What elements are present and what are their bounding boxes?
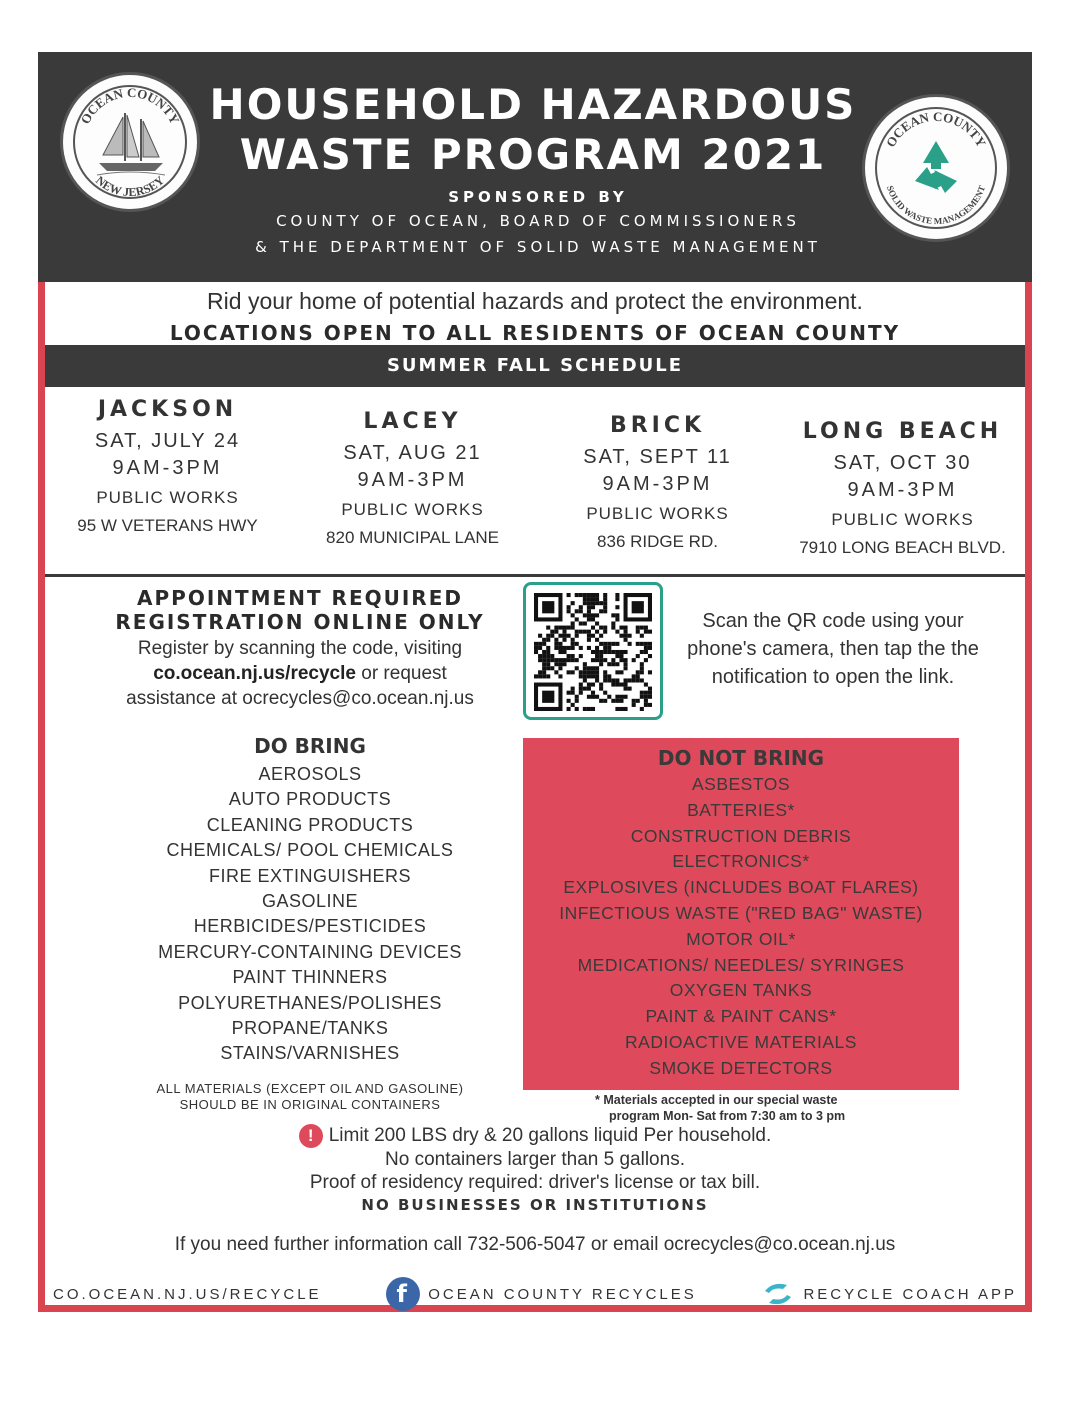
event-town: LACEY <box>363 409 462 434</box>
list-item: BATTERIES* <box>687 799 795 820</box>
special-waste-footnote: * Materials accepted in our special waste program Mon- Sat from 7:30 am to 3 pm <box>595 1093 846 1123</box>
no-businesses-notice: NO BUSINESSES OR INSTITUTIONS <box>361 1196 709 1214</box>
registration-email[interactable]: assistance at ocrecycles@co.ocean.nj.us <box>126 688 474 709</box>
event-lacey <box>290 397 535 582</box>
list-item: ASBESTOS <box>691 774 791 794</box>
list-item: FIRE EXTINGUISHERS <box>208 865 412 886</box>
list-item: INFECTIOUS WASTE ("RED BAG" WASTE) <box>559 902 923 923</box>
registration-info <box>85 586 515 711</box>
recycle-coach-icon <box>761 1279 795 1309</box>
list-item: AEROSOLS <box>258 764 362 784</box>
warning-icon: ! <box>299 1124 323 1148</box>
seal-right-top-text: OCEAN COUNTY <box>882 108 990 150</box>
do-not-bring-title: DO NOT BRING <box>657 746 825 770</box>
list-item: EXPLOSIVES (INCLUDES BOAT FLARES) <box>563 877 919 898</box>
list-item: ELECTRONICS* <box>672 851 810 872</box>
event-date: SAT, JULY 24 <box>94 430 241 452</box>
list-item: CONSTRUCTION DEBRIS <box>630 825 852 846</box>
event-date: SAT, SEPT 11 <box>583 446 732 468</box>
footer-app[interactable] <box>761 1279 1017 1309</box>
scan-instructions: Scan the QR code using your phone's camera, then tap the the notification to open the link. <box>687 610 979 688</box>
event-town: LONG BEACH <box>802 419 1003 444</box>
seal-right-bottom-text: SOLID WASTE MANAGEMENT <box>884 184 988 227</box>
list-item: HERBICIDES/PESTICIDES <box>193 916 427 937</box>
list-item: RADIOACTIVE MATERIALS <box>625 1031 857 1052</box>
event-place: PUBLIC WORKS <box>96 488 239 507</box>
event-address: 7910 LONG BEACH BLVD. <box>799 538 1006 557</box>
event-place: PUBLIC WORKS <box>586 504 729 523</box>
svg-text:SOLID WASTE MANAGEMENT <box>885 184 987 226</box>
footer <box>45 1276 1025 1312</box>
list-item: MOTOR OIL* <box>686 928 796 949</box>
registration-online-only: REGISTRATION ONLINE ONLY <box>115 610 485 634</box>
event-address: 836 RIDGE RD. <box>597 532 718 551</box>
event-town: BRICK <box>609 413 706 438</box>
seal-left-top-text: OCEAN COUNTY <box>77 84 183 127</box>
registration-body <box>85 636 515 711</box>
intro <box>45 284 1025 345</box>
app-label: RECYCLE COACH APP <box>803 1285 1017 1303</box>
list-item: PAINT THINNERS <box>232 967 388 988</box>
title-line-2: WASTE PROGRAM 2021 <box>239 130 827 179</box>
registration-link[interactable]: co.ocean.nj.us/recycle <box>153 663 356 684</box>
list-item: CLEANING PRODUCTS <box>206 814 414 835</box>
svg-text:NEW JERSEY <box>93 173 167 199</box>
sponsor-line-2: & THE DEPARTMENT OF SOLID WASTE MANAGEMENT <box>255 238 821 256</box>
list-item: SMOKE DETECTORS <box>649 1057 833 1078</box>
recycle-icon <box>915 141 957 193</box>
limit-line-3: Proof of residency required: driver's license or tax bill. <box>309 1172 761 1193</box>
list-item: PAINT & PAINT CANS* <box>645 1006 837 1027</box>
event-address: 820 MUNICIPAL LANE <box>326 528 499 547</box>
do-bring-list <box>105 734 515 1113</box>
tagline: Rid your home of potential hazards and protect the environment. <box>207 288 863 314</box>
flyer <box>38 52 1032 1312</box>
list-item: STAINS/VARNISHES <box>220 1043 400 1064</box>
schedule-title: SUMMER FALL SCHEDULE <box>45 345 1025 387</box>
facebook-label: OCEAN COUNTY RECYCLES <box>428 1285 697 1303</box>
do-bring-title: DO BRING <box>254 734 366 758</box>
event-long-beach <box>780 397 1025 582</box>
registration-text-2: or request <box>355 663 447 684</box>
schedule-divider <box>45 574 1025 577</box>
event-town: JACKSON <box>97 397 238 422</box>
event-time: 9AM-3PM <box>602 473 713 495</box>
list-item: AUTO PRODUCTS <box>228 789 392 810</box>
limit-line-1: Limit 200 LBS dry & 20 gallons liquid Per household. <box>328 1125 772 1147</box>
event-address: 95 W VETERANS HWY <box>77 516 258 535</box>
seal-left-bottom-text: NEW JERSEY <box>93 173 167 200</box>
limits-info <box>45 1124 1025 1214</box>
list-item: POLYURETHANES/POLISHES <box>178 992 442 1013</box>
sponsor-line-1: COUNTY OF OCEAN, BOARD OF COMMISSIONERS <box>276 212 800 230</box>
header-banner <box>38 52 1032 282</box>
event-time: 9AM-3PM <box>112 457 223 479</box>
event-date: SAT, OCT 30 <box>833 452 972 474</box>
list-item: OXYGEN TANKS <box>669 980 813 1001</box>
list-item: CHEMICALS/ POOL CHEMICALS <box>166 840 454 861</box>
event-date: SAT, AUG 21 <box>343 442 482 464</box>
footer-facebook[interactable] <box>386 1277 697 1311</box>
list-item: GASOLINE <box>261 891 359 912</box>
event-brick <box>535 397 780 582</box>
list-item: MEDICATIONS/ NEEDLES/ SYRINGES <box>577 954 905 975</box>
svg-text:OCEAN COUNTY <box>77 85 182 127</box>
further-info: If you need further information call 732-506-5047 or email ocrecycles@co.ocean.nj.us <box>174 1234 896 1255</box>
event-place: PUBLIC WORKS <box>831 510 974 529</box>
title-line-1: HOUSEHOLD HAZARDOUS <box>209 80 857 129</box>
event-time: 9AM-3PM <box>847 479 958 501</box>
event-schedule <box>45 397 1025 582</box>
event-time: 9AM-3PM <box>357 469 468 491</box>
do-not-bring-list <box>523 738 959 1090</box>
list-item: MERCURY-CONTAINING DEVICES <box>158 941 462 962</box>
container-note: ALL MATERIALS (EXCEPT OIL AND GASOLINE) SHOULD BE IN ORIGINAL CONTAINERS <box>156 1080 464 1112</box>
event-jackson <box>45 397 290 582</box>
registration-text-1: Register by scanning the code, visiting <box>137 638 463 659</box>
appointment-required: APPOINTMENT REQUIRED <box>137 586 463 610</box>
limit-line-2: No containers larger than 5 gallons. <box>385 1149 685 1170</box>
list-item: PROPANE/TANKS <box>231 1018 389 1039</box>
event-place: PUBLIC WORKS <box>341 500 484 519</box>
locations-open-notice: LOCATIONS OPEN TO ALL RESIDENTS OF OCEAN COUNTY <box>169 321 901 345</box>
footer-website-link[interactable]: CO.OCEAN.NJ.US/RECYCLE <box>53 1285 322 1303</box>
sponsored-by: SPONSORED BY <box>448 188 628 206</box>
solid-waste-management-seal <box>862 94 1010 242</box>
facebook-icon: f <box>386 1277 420 1311</box>
qr-code[interactable] <box>523 582 663 720</box>
